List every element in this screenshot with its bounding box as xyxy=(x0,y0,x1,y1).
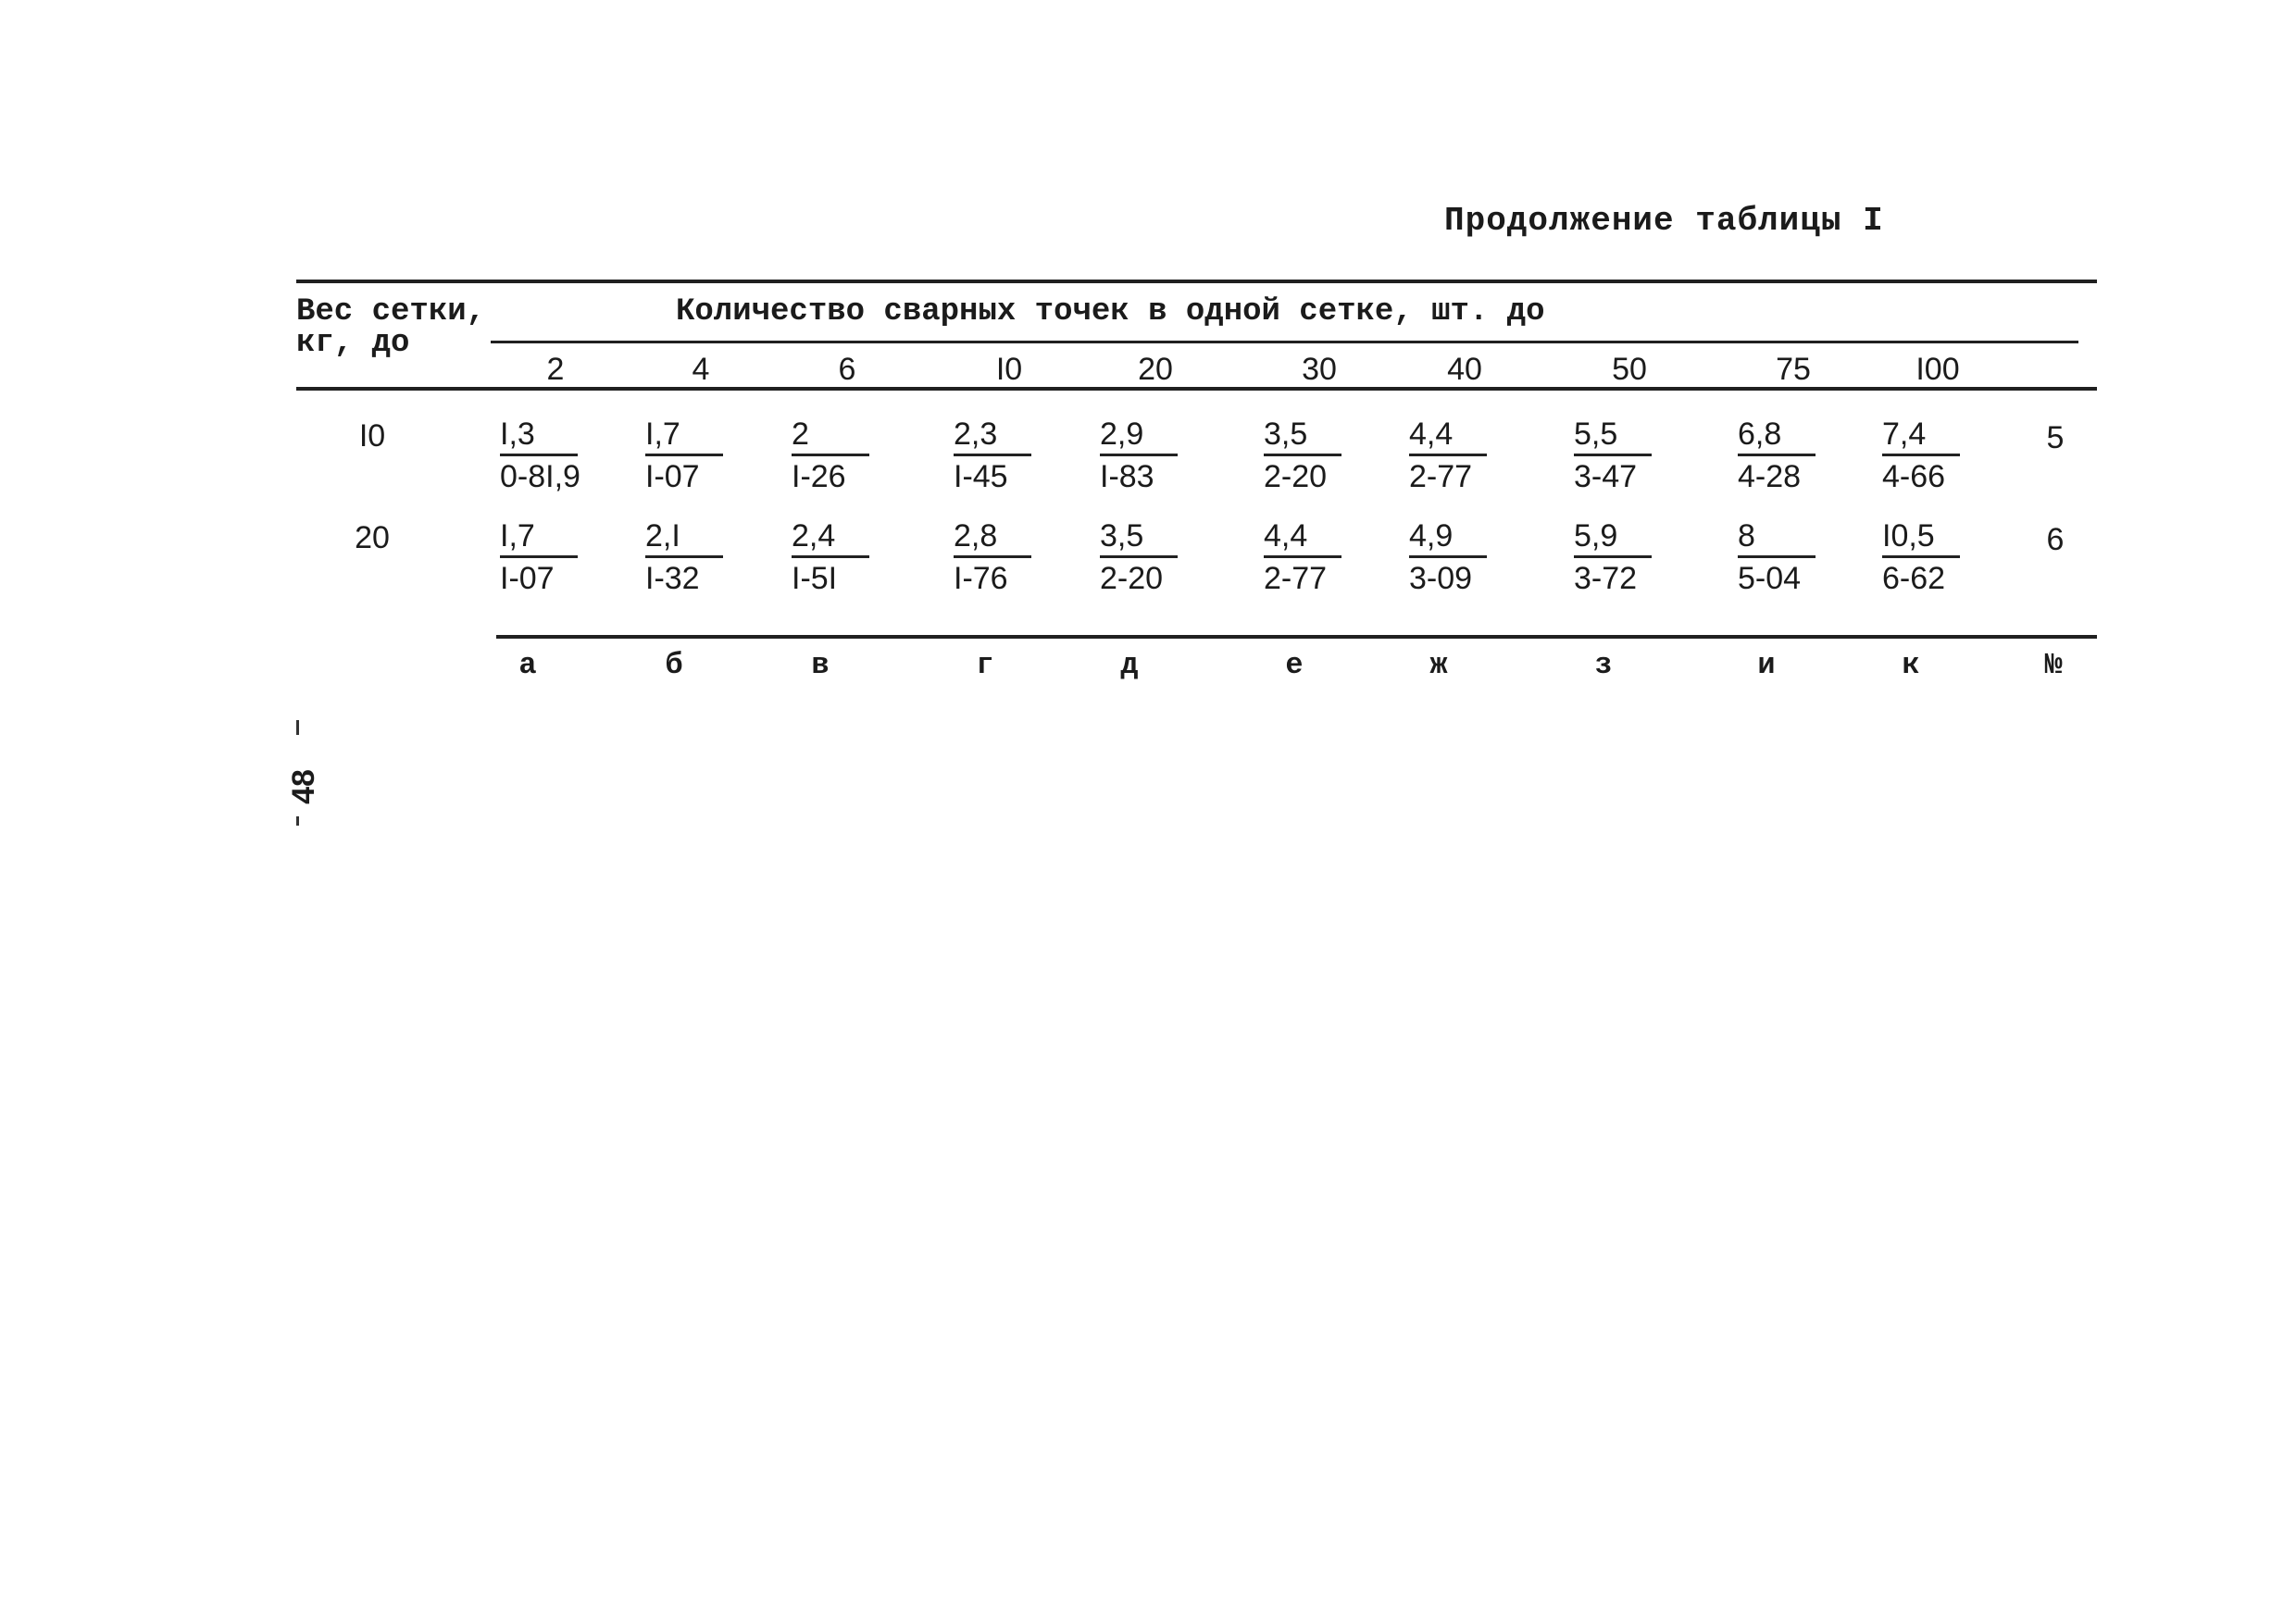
column-header: I00 xyxy=(1915,352,1960,387)
cell-code: I-5I xyxy=(792,561,838,596)
cell-code: 2-77 xyxy=(1409,459,1473,494)
weight-header-line-1: Вес сетки, xyxy=(296,294,486,330)
table-cell xyxy=(1738,415,1849,497)
cell-code: I-26 xyxy=(792,459,846,494)
cell-code: 6-62 xyxy=(1882,561,1946,596)
cell-value: I,7 xyxy=(645,415,723,456)
column-letter: г xyxy=(976,648,994,682)
cell-value: 2,8 xyxy=(954,516,1031,558)
column-header: 50 xyxy=(1612,352,1647,387)
cell-code: 3-47 xyxy=(1574,459,1638,494)
table-caption: Продолжение таблицы I xyxy=(1444,202,1884,240)
cell-code: 2-20 xyxy=(1100,561,1164,596)
table-cell xyxy=(1574,516,1685,599)
cell-value: 2 xyxy=(792,415,869,456)
row-weight: I0 xyxy=(358,418,386,454)
cell-code: I-45 xyxy=(954,459,1008,494)
table-cell xyxy=(792,516,903,599)
column-header: 2 xyxy=(546,352,565,387)
cell-value: 7,4 xyxy=(1882,415,1960,456)
table-cell xyxy=(645,516,756,599)
column-letter: а xyxy=(518,648,537,682)
cell-value: I,7 xyxy=(500,516,578,558)
column-letter: ж xyxy=(1429,648,1448,682)
cell-code: 4-28 xyxy=(1738,459,1802,494)
cell-value: 2,I xyxy=(645,516,723,558)
column-header: 40 xyxy=(1447,352,1482,387)
table-cell xyxy=(1100,516,1211,599)
row-weight: 20 xyxy=(355,520,390,555)
table-cell xyxy=(1264,415,1375,497)
page-number-tick-top xyxy=(296,720,299,735)
row-number: 5 xyxy=(2046,420,2065,455)
cell-value: I0,5 xyxy=(1882,516,1960,558)
header-bottom-rule xyxy=(296,387,2097,391)
column-header: 30 xyxy=(1302,352,1337,387)
column-letter: в xyxy=(811,648,830,682)
column-letter: е xyxy=(1285,648,1304,682)
cell-code: I-83 xyxy=(1100,459,1154,494)
column-letter: № xyxy=(2044,648,2063,682)
cell-code: 0-8I,9 xyxy=(500,459,580,494)
column-letter: з xyxy=(1594,648,1613,682)
cell-value: 2,4 xyxy=(792,516,869,558)
cell-value: 4,9 xyxy=(1409,516,1487,558)
column-header: 75 xyxy=(1776,352,1811,387)
column-header: 6 xyxy=(838,352,856,387)
table-cell xyxy=(1882,516,1993,599)
column-letter: и xyxy=(1757,648,1776,682)
cell-code: 2-77 xyxy=(1264,561,1328,596)
cell-code: I-76 xyxy=(954,561,1008,596)
group-header-rule xyxy=(491,341,2078,343)
column-letter: б xyxy=(665,648,683,682)
cell-code: I-07 xyxy=(500,561,555,596)
table-cell xyxy=(1882,415,1993,497)
column-header: I0 xyxy=(995,352,1023,387)
cell-value: 4,4 xyxy=(1264,516,1341,558)
column-header: 20 xyxy=(1138,352,1173,387)
table-cell xyxy=(954,415,1065,497)
table-cell xyxy=(1738,516,1849,599)
table-cell xyxy=(1264,516,1375,599)
column-letter: к xyxy=(1902,648,1920,682)
cell-value: 6,8 xyxy=(1738,415,1816,456)
cell-value: I,3 xyxy=(500,415,578,456)
weight-header-line-2: кг, до xyxy=(296,326,410,361)
cell-value: 4,4 xyxy=(1409,415,1487,456)
table-cell xyxy=(645,415,756,497)
cell-value: 3,5 xyxy=(1264,415,1341,456)
cell-value: 2,9 xyxy=(1100,415,1178,456)
table-cell xyxy=(1100,415,1211,497)
table-top-rule xyxy=(296,280,2097,283)
cell-code: I-32 xyxy=(645,561,700,596)
page-number-tick-bottom xyxy=(296,816,299,826)
cell-code: 2-20 xyxy=(1264,459,1328,494)
table-cell xyxy=(1409,415,1520,497)
cell-code: I-07 xyxy=(645,459,700,494)
cell-value: 5,9 xyxy=(1574,516,1652,558)
table-cell xyxy=(1574,415,1685,497)
cell-code: 5-04 xyxy=(1738,561,1802,596)
table-cell xyxy=(1409,516,1520,599)
column-header: 4 xyxy=(692,352,710,387)
cell-value: 8 xyxy=(1738,516,1816,558)
cell-value: 2,3 xyxy=(954,415,1031,456)
cell-code: 3-09 xyxy=(1409,561,1473,596)
cell-code: 4-66 xyxy=(1882,459,1946,494)
letters-top-rule xyxy=(496,635,2097,639)
cell-value: 3,5 xyxy=(1100,516,1178,558)
cell-code: 3-72 xyxy=(1574,561,1638,596)
cell-value: 5,5 xyxy=(1574,415,1652,456)
page-number: 48 xyxy=(285,769,321,804)
row-number: 6 xyxy=(2046,522,2065,557)
table-cell xyxy=(792,415,903,497)
table-cell xyxy=(500,415,611,497)
points-group-header: Количество сварных точек в одной сетке, шт. до xyxy=(676,294,1545,330)
column-letter: д xyxy=(1120,648,1139,682)
table-cell xyxy=(954,516,1065,599)
table-cell xyxy=(500,516,611,599)
